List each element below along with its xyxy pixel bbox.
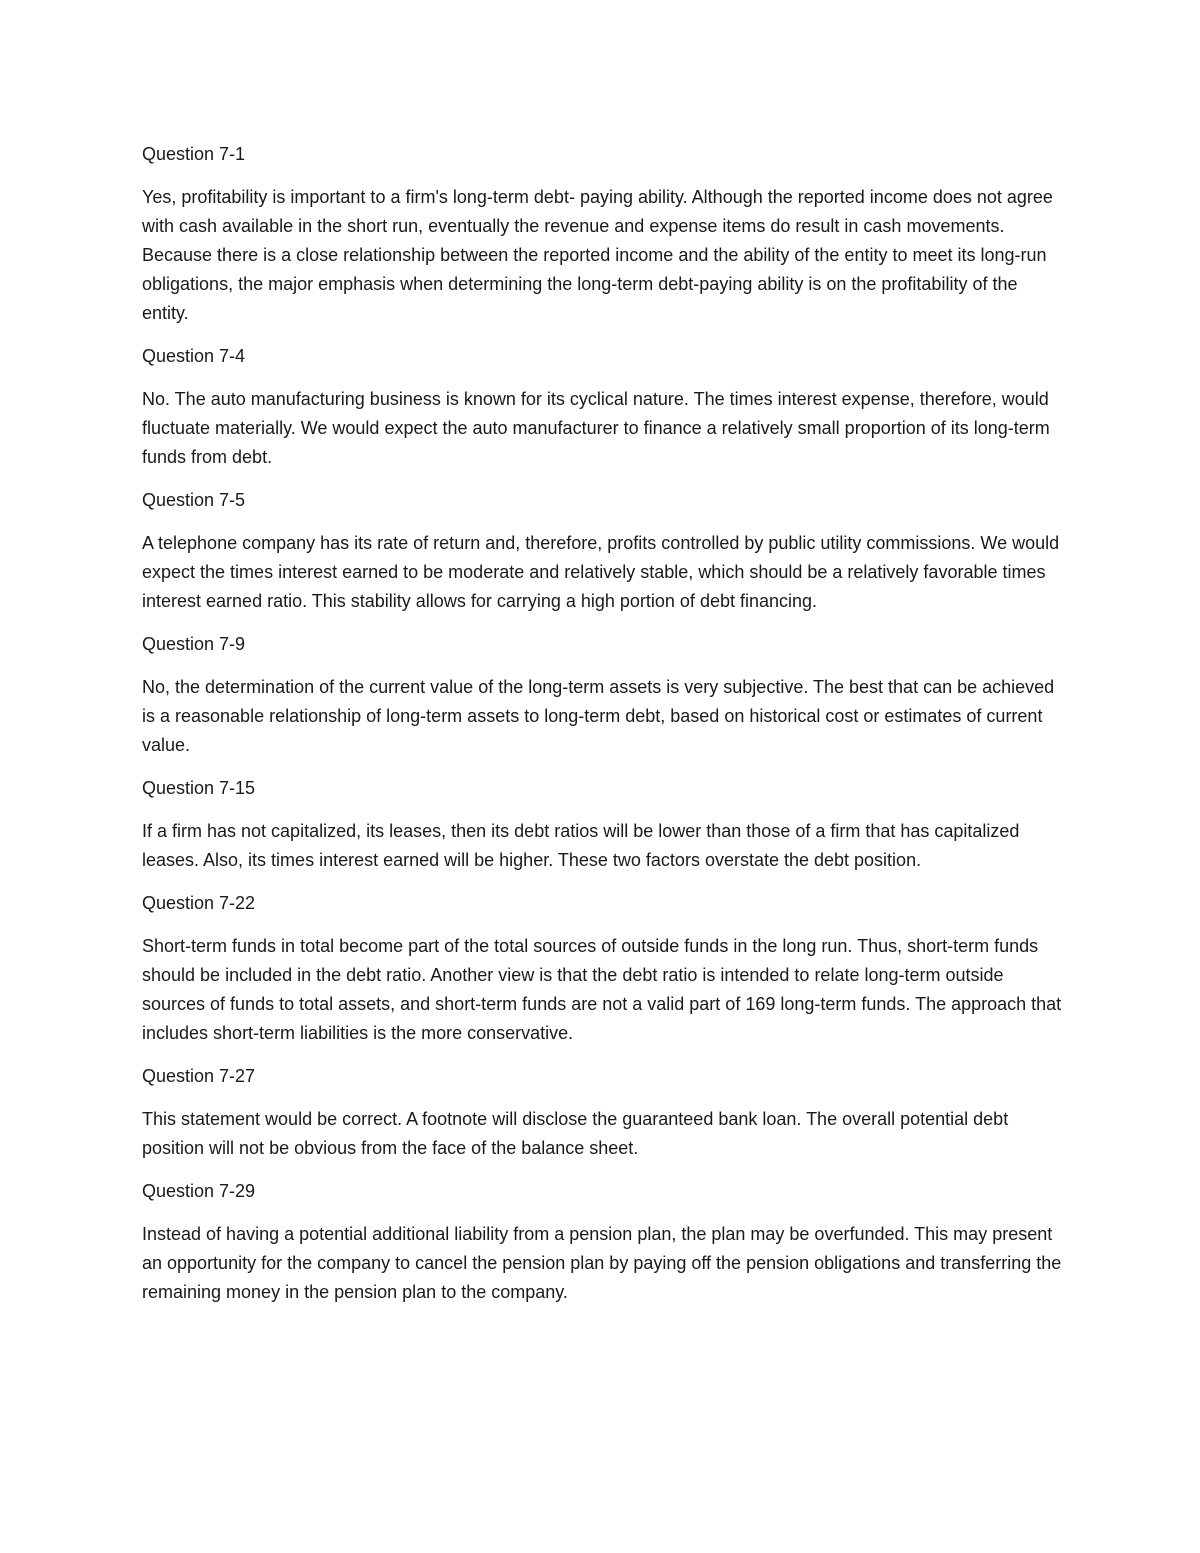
question-heading: Question 7-22 bbox=[142, 893, 256, 913]
question-block bbox=[142, 1177, 1062, 1307]
question-answer: Short-term funds in total become part of the total sources of outside funds in the long run. Thus, short-term funds should be included in the debt ratio. Another view is that the debt ratio is intended to relate long-term outside sources of funds to total assets, and short-term funds are not a valid part of 169 long-term funds. The approach that includes short-term liabilities is the more conservative. bbox=[142, 936, 1062, 1043]
question-block bbox=[142, 486, 1062, 616]
question-heading: Question 7-15 bbox=[142, 778, 256, 798]
question-heading: Question 7-1 bbox=[142, 144, 246, 164]
question-heading: Question 7-27 bbox=[142, 1066, 256, 1086]
question-answer: Yes, profitability is important to a firm's long-term debt- paying ability. Although the reported income does not agree with cash available in the short run, eventually the revenue and expense items do result in cash movements. Because there is a close relationship between the reported income and the ability of the entity to meet its long-run obligations, the major emphasis when determining the long-term debt-paying ability is on the profitability of the entity. bbox=[142, 187, 1053, 323]
question-heading: Question 7-29 bbox=[142, 1181, 256, 1201]
question-block bbox=[142, 342, 1062, 472]
question-answer: No. The auto manufacturing business is known for its cyclical nature. The times interest expense, therefore, would fluctuate materially. We would expect the auto manufacturer to finance a relatively small proportion of its long-term funds from debt. bbox=[142, 389, 1050, 467]
question-heading: Question 7-9 bbox=[142, 634, 246, 654]
question-block bbox=[142, 774, 1062, 875]
question-block bbox=[142, 1062, 1062, 1163]
question-answer: No, the determination of the current value of the long-term assets is very subjective. The best that can be achieved is a reasonable relationship of long-term assets to long-term debt, based on historical cost or estimates of current value. bbox=[142, 677, 1055, 755]
question-answer: A telephone company has its rate of return and, therefore, profits controlled by public utility commissions. We would expect the times interest earned to be moderate and relatively stable, which should be a relatively favorable times interest earned ratio. This stability allows for carrying a high portion of debt financing. bbox=[142, 533, 1060, 611]
document-page bbox=[142, 140, 1062, 1321]
question-block bbox=[142, 889, 1062, 1048]
question-block bbox=[142, 630, 1062, 760]
question-answer: This statement would be correct. A footnote will disclose the guaranteed bank loan. The overall potential debt position will not be obvious from the face of the balance sheet. bbox=[142, 1109, 1009, 1158]
question-answer: If a firm has not capitalized, its leases, then its debt ratios will be lower than those of a firm that has capitalized leases. Also, its times interest earned will be higher. These two factors overstate the debt position. bbox=[142, 821, 1020, 870]
question-answer: Instead of having a potential additional liability from a pension plan, the plan may be overfunded. This may present an opportunity for the company to cancel the pension plan by paying off the pension obligations and transferring the remaining money in the pension plan to the company. bbox=[142, 1224, 1062, 1302]
question-block bbox=[142, 140, 1062, 328]
question-heading: Question 7-5 bbox=[142, 490, 246, 510]
question-heading: Question 7-4 bbox=[142, 346, 246, 366]
